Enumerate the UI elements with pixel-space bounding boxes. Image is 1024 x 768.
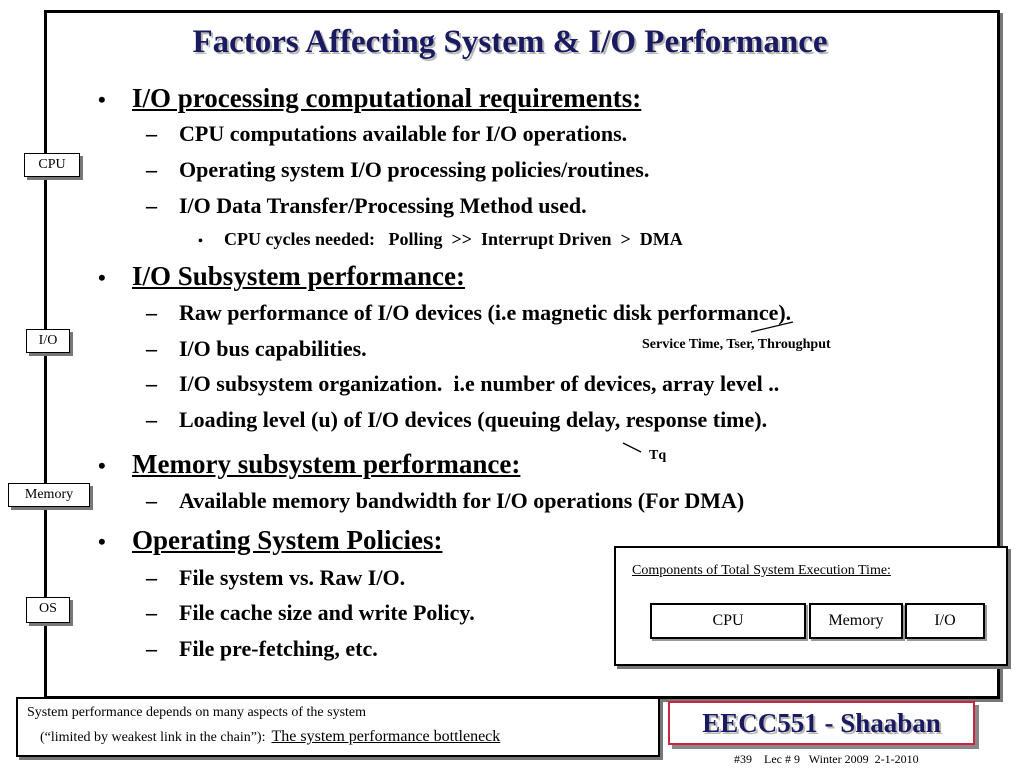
dash-icon: – bbox=[146, 157, 157, 182]
list-item: – File pre-fetching, etc. bbox=[146, 636, 378, 661]
components-title: Components of Total System Execution Time: bbox=[632, 563, 891, 578]
list-subitem: • CPU cycles needed: Polling >> Interrupt Driven > DMA bbox=[198, 227, 683, 254]
list-item: – CPU computations available for I/O operations. bbox=[146, 121, 628, 146]
dash-icon: – bbox=[146, 300, 157, 325]
dash-icon: – bbox=[146, 371, 157, 396]
side-label-memory: Memory bbox=[8, 483, 90, 507]
list-item: – File system vs. Raw I/O. bbox=[146, 565, 406, 590]
service-time-note: Service Time, Tser, Throughput bbox=[642, 337, 831, 352]
section-heading: • Memory subsystem performance: bbox=[98, 448, 520, 482]
tq-pointer bbox=[623, 443, 641, 452]
list-item: – I/O subsystem organization. i.e number of devices, array level .. bbox=[146, 371, 780, 396]
list-item: – File cache size and write Policy. bbox=[146, 600, 475, 625]
bullet-icon: • bbox=[198, 234, 203, 249]
list-item: – Loading level (u) of I/O devices (queuing delay, response time). bbox=[146, 407, 768, 432]
tq-note: Tq bbox=[649, 448, 667, 463]
summary-text: System performance depends on many aspects of the system bbox=[27, 705, 367, 720]
slide-title: Factors Affecting System & I/O Performance bbox=[192, 24, 828, 60]
list-item: – Raw performance of I/O devices (i.e magnetic disk performance). bbox=[146, 300, 792, 325]
list-item: – Available memory bandwidth for I/O operations (For DMA) bbox=[146, 488, 745, 513]
bullet-icon: • bbox=[98, 87, 106, 112]
service-time-pointer bbox=[751, 322, 793, 332]
dash-icon: – bbox=[146, 336, 157, 361]
list-item: – I/O Data Transfer/Processing Method used. bbox=[146, 193, 587, 218]
bullet-icon: • bbox=[98, 453, 106, 478]
dash-icon: – bbox=[146, 407, 157, 432]
side-label-io: I/O bbox=[26, 329, 70, 353]
dash-icon: – bbox=[146, 565, 157, 590]
list-item: – Operating system I/O processing policies/routines. bbox=[146, 157, 650, 182]
dash-icon: – bbox=[146, 636, 157, 661]
bottleneck-text: The system performance bottleneck bbox=[271, 728, 501, 745]
dash-icon: – bbox=[146, 121, 157, 146]
bullet-icon: • bbox=[98, 265, 106, 290]
slide-footer: #39 Lec # 9 Winter 2009 2-1-2010 bbox=[734, 752, 919, 766]
dash-icon: – bbox=[146, 488, 157, 513]
dash-icon: – bbox=[146, 600, 157, 625]
component-io: I/O bbox=[905, 603, 985, 639]
side-label-cpu: CPU bbox=[24, 153, 80, 177]
side-label-os: OS bbox=[26, 597, 70, 623]
bullet-icon: • bbox=[98, 529, 106, 554]
component-cpu: CPU bbox=[650, 603, 806, 639]
section-heading: • I/O processing computational requirements: bbox=[98, 82, 641, 116]
course-label: EECC551 - Shaaban bbox=[668, 701, 975, 745]
component-memory: Memory bbox=[809, 603, 903, 639]
dash-icon: – bbox=[146, 193, 157, 218]
list-item: – I/O bus capabilities. bbox=[146, 336, 367, 361]
summary-quote: (“limited by weakest link in the chain”): The system performance bottleneck bbox=[40, 728, 501, 745]
section-heading: • Operating System Policies: bbox=[98, 524, 442, 558]
section-heading: • I/O Subsystem performance: bbox=[98, 260, 465, 294]
